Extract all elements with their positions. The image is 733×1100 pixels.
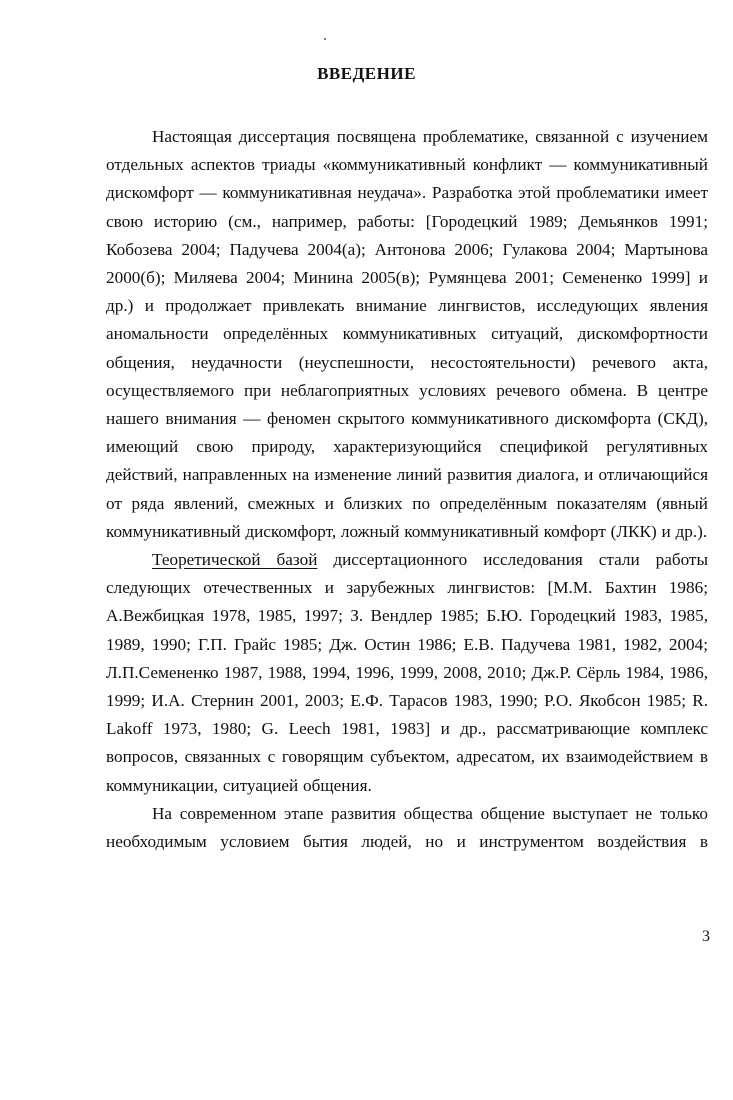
paragraph-theoretical-basis-text: диссертационного исследования стали работы следующих отечественных и зарубежных лингвистов: [М.М. Бахтин 1986; А.Вежбицкая 1978, 1985, 1997; З. Вендлер 1985; Б.Ю. Городецкий 1983, 1985, 1989, 1990; Г.П. Грайс 1985; Дж. Остин 1986; Е.В. Падучева 1981, 1982, 2004; Л.П.Семененко 1987, 1988, 1994, 1996, 1999, 2008, 2010; Дж.Р. Сёрль 1984, 1986, 1999; И.А. Стернин 2001, 2003; Е.Ф. Тарасов 1983, 1990; Р.О. Якобсон 1985; R. Lakoff 1973, 1980; G. Leech 1981, 1983] и др., рассматривающие комплекс вопросов, связанных с говорящим субъектом, адресатом, их взаимодействием в коммуникации, ситуацией общения. xyxy=(106,550,708,795)
underlined-term: Теоретической базой xyxy=(152,550,318,570)
paragraph-modern-stage: На современном этапе развития общества общение выступает не только необходимым условием бытия людей, но и инструментом воздействия в xyxy=(106,803,708,852)
page-number: 3 xyxy=(702,928,710,945)
paragraph-theoretical-basis xyxy=(106,546,708,800)
paragraph-introduction: Настоящая диссертация посвящена проблематике, связанной с изучением отдельных аспектов триады «коммуникативный конфликт — коммуникативный дискомфорт — коммуникативная неудача». Разработка этой проблематики имеет свою историю (см., например, работы: [Городецкий 1989; Демьянков 1991; Кобозева 2004; Падучева 2004(а); Антонова 2006; Гулакова 2004; Мартынова 2000(б); Миляева 2004; Минина 2005(в); Румянцева 2001; Семененко 1999] и др.) и продолжает привлекать внимание лингвистов, исследующих явления аномальности определённых коммуникативных ситуаций, дискомфортности общения, неудачности (неуспешности, несостоятельности) речевого акта, осуществляемого при неблагоприятных условиях речевого обмена. В центре нашего внимания — феномен скрытого коммуникативного дискомфорта (СКД), имеющий свою природу, характеризующийся спецификой регулятивных действий, направленных на изменение линий развития диалога, и отличающийся от ряда явлений, смежных и близких по определённым показателям (явный коммуникативный дискомфорт, ложный коммуникативный комфорт (ЛКК) и др.). xyxy=(106,127,708,541)
scan-speck xyxy=(324,38,326,40)
page-title: ВВЕДЕНИЕ xyxy=(317,64,416,83)
body-text xyxy=(106,123,708,856)
